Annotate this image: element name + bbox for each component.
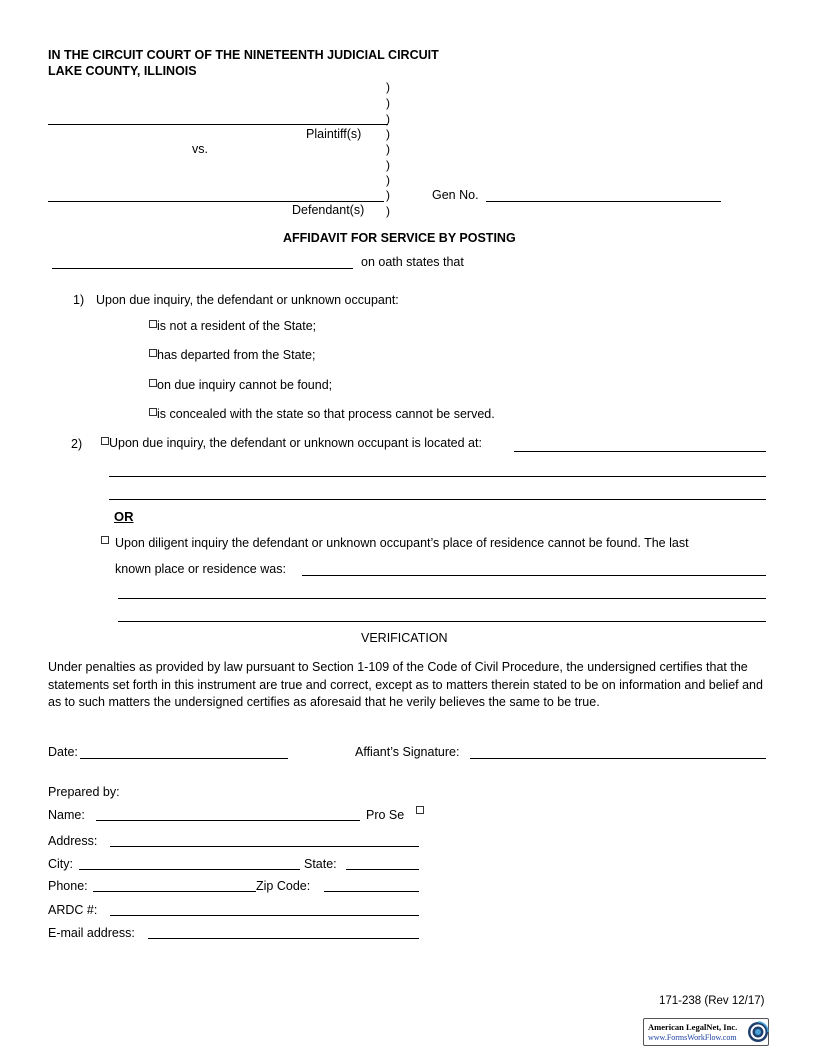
name-field[interactable] — [96, 820, 360, 821]
item2-located[interactable]: Upon due inquiry, the defendant or unknown occupant is located at: — [101, 436, 482, 450]
state-field[interactable] — [346, 869, 419, 870]
defendant-line[interactable] — [48, 201, 384, 202]
option-not-resident[interactable]: is not a resident of the State; — [149, 319, 316, 333]
location-line-2[interactable] — [109, 476, 766, 477]
prepared-by-heading: Prepared by: — [48, 785, 120, 799]
gen-no-field[interactable] — [486, 201, 721, 202]
or-label: OR — [114, 509, 134, 524]
last-known-line-3[interactable] — [118, 621, 766, 622]
publisher-logo — [643, 1018, 769, 1046]
state-label: State: — [304, 857, 337, 871]
last-known-line-2[interactable] — [118, 598, 766, 599]
option-cannot-be-found[interactable]: on due inquiry cannot be found; — [149, 378, 332, 392]
gen-no-label: Gen No. — [432, 188, 479, 202]
zip-code-field[interactable] — [324, 891, 419, 892]
email-field[interactable] — [148, 938, 419, 939]
form-title: AFFIDAVIT FOR SERVICE BY POSTING — [283, 231, 516, 245]
location-line-1[interactable] — [514, 451, 766, 452]
item2-number: 2) — [71, 437, 83, 451]
residence-not-found-text: Upon diligent inquiry the defendant or unknown occupant’s place of residence cannot be found. The last — [115, 536, 689, 550]
pro-se-label: Pro Se — [366, 808, 405, 822]
affiant-signature-label: Affiant’s Signature: — [355, 745, 460, 759]
plaintiff-line[interactable] — [48, 124, 388, 125]
checkbox-not-resident[interactable] — [149, 320, 157, 328]
date-label: Date: — [48, 745, 78, 759]
address-label: Address: — [48, 834, 98, 848]
location-line-3[interactable] — [109, 499, 766, 500]
email-label: E-mail address: — [48, 926, 135, 940]
zip-code-label: Zip Code: — [256, 879, 311, 893]
name-label: Name: — [48, 808, 85, 822]
verification-body: Under penalties as provided by law pursuant to Section 1-109 of the Code of Civil Procedure, the undersigned certifies that the statements set forth in this instrument are true and correct, except as to matters therein stated to be on information and belief and as to such matters the undersigned certifies as aforesaid that he verily believes the same to be true. — [48, 660, 763, 709]
checkbox-departed[interactable] — [149, 349, 157, 357]
vs-label: vs. — [192, 142, 208, 156]
option-departed[interactable]: has departed from the State; — [149, 348, 315, 362]
form-number: 171-238 (Rev 12/17) — [659, 995, 765, 1007]
defendant-label: Defendant(s) — [292, 203, 365, 217]
checkbox-concealed[interactable] — [149, 408, 157, 416]
court-name: IN THE CIRCUIT COURT OF THE NINETEENTH JUDICIAL CIRCUIT — [48, 48, 439, 62]
verification-heading: VERIFICATION — [361, 631, 448, 645]
checkbox-cannot-be-found[interactable] — [149, 379, 157, 387]
date-field[interactable] — [80, 758, 288, 759]
phone-field[interactable] — [93, 891, 256, 892]
logo-url: www.FormsWorkFlow.com — [648, 1033, 737, 1042]
logo-company-name: American LegalNet, Inc. — [648, 1022, 738, 1032]
item1-number: 1) — [73, 293, 85, 307]
pro-se-checkbox[interactable] — [416, 806, 424, 814]
checkbox-residence-not-found[interactable] — [101, 536, 109, 544]
checkbox-located[interactable] — [101, 437, 109, 445]
affiant-signature-field[interactable] — [470, 758, 766, 759]
affiant-name-line[interactable] — [52, 268, 353, 269]
court-county: LAKE COUNTY, ILLINOIS — [48, 64, 197, 78]
oath-text: on oath states that — [361, 255, 464, 269]
last-known-label: known place or residence was: — [115, 562, 286, 576]
globe-icon — [747, 1021, 769, 1043]
item1-text: Upon due inquiry, the defendant or unknown occupant: — [96, 293, 399, 307]
ardc-field[interactable] — [110, 915, 419, 916]
last-known-line-1[interactable] — [302, 575, 766, 576]
plaintiff-label: Plaintiff(s) — [306, 127, 362, 141]
ardc-label: ARDC #: — [48, 903, 98, 917]
option-concealed[interactable]: is concealed with the state so that process cannot be served. — [149, 407, 495, 421]
city-label: City: — [48, 857, 73, 871]
city-field[interactable] — [79, 869, 300, 870]
address-field[interactable] — [110, 846, 419, 847]
phone-label: Phone: — [48, 879, 88, 893]
